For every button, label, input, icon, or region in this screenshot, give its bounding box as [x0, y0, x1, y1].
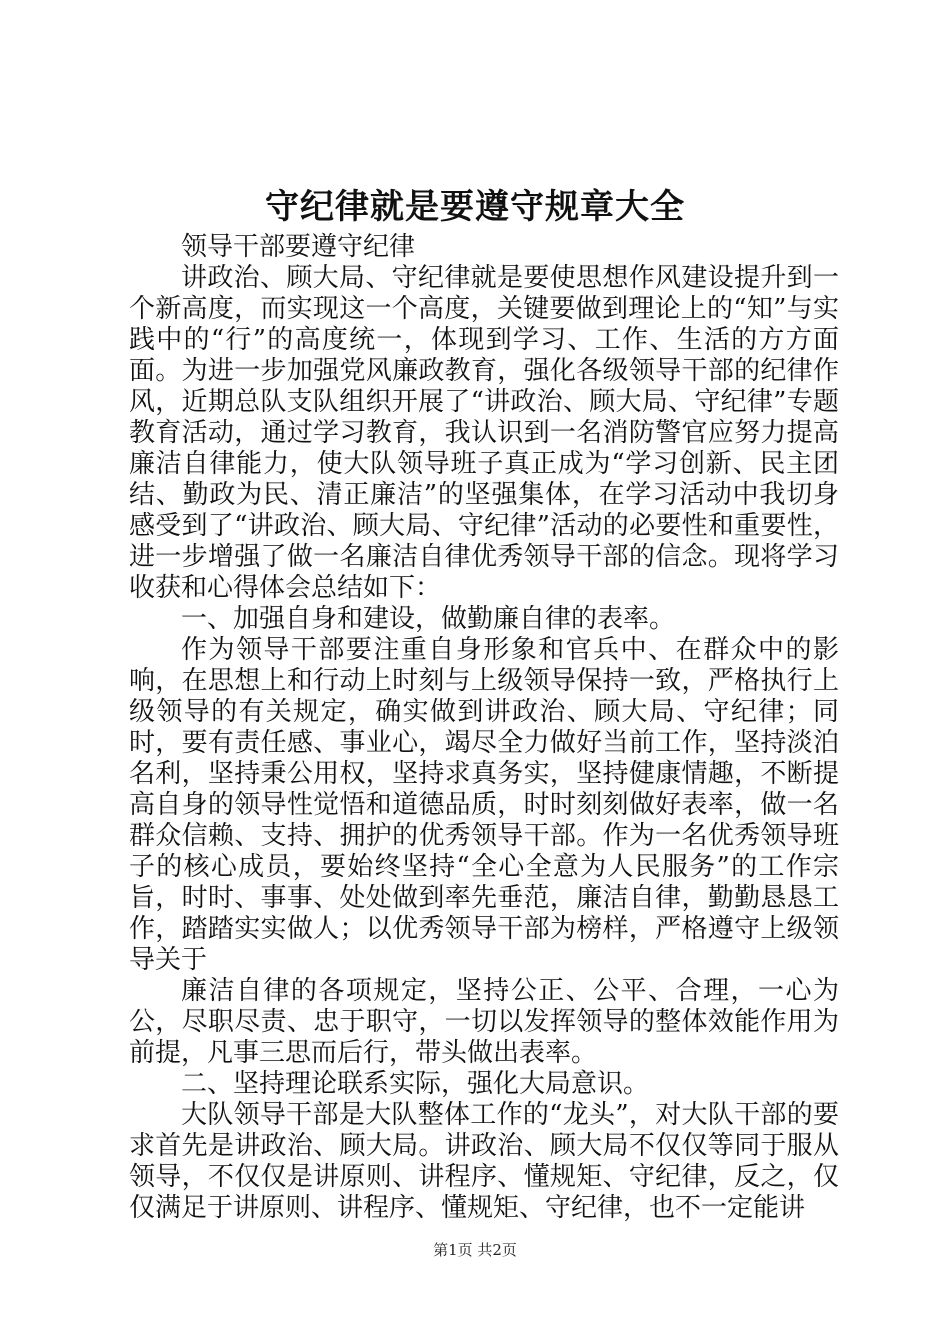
- paragraph: 廉洁自律的各项规定，坚持公正、公平、合理，一心为公，尽职尽责、忠于职守，一切以发挥领导的整体效能作用为前提，凡事三思而后行，带头做出表率。: [129, 976, 839, 1068]
- section-heading: 领导干部要遵守纪律: [181, 232, 416, 262]
- page-number-footer: 第1页 共2页: [433, 1241, 517, 1259]
- section-heading: 二、坚持理论联系实际，强化大局意识。: [181, 1069, 650, 1099]
- paragraph: 大队领导干部是大队整体工作的“龙头”，对大队干部的要求首先是讲政治、顾大局。讲政治、顾大局不仅仅等同于服从领导，不仅仅是讲原则、讲程序、懂规矩、守纪律，反之，仅仅满足于讲原则、讲程序、懂规矩、守纪律，也不一定能讲: [129, 1100, 839, 1223]
- paragraph: 作为领导干部要注重自身形象和官兵中、在群众中的影响，在思想上和行动上时刻与上级领导保持一致，严格执行上级领导的有关规定，确实做到讲政治、顾大局、守纪律；同时，要有责任感、事业心，竭尽全力做好当前工作，坚持淡泊名利，坚持秉公用权，坚持求真务实，坚持健康情趣，不断提高自身的领导性觉悟和道德品质，时时刻刻做好表率，做一名群众信赖、支持、拥护的优秀领导干部。作为一名优秀领导班子的核心成员，要始终坚持“全心全意为人民服务”的工作宗旨，时时、事事、处处做到率先垂范，廉洁自律，勤勤恳恳工作，踏踏实实做人；以优秀领导干部为榜样，严格遵守上级领导关于: [129, 635, 839, 975]
- document-title: 守纪律就是要遵守规章大全: [265, 187, 685, 227]
- paragraph: 讲政治、顾大局、守纪律就是要使思想作风建设提升到一个新高度，而实现这一个高度，关键要做到理论上的“知”与实践中的“行”的高度统一，体现到学习、工作、生活的方方面面。为进一步加强党风廉政教育，强化各级领导干部的纪律作风，近期总队支队组织开展了“讲政治、顾大局、守纪律”专题教育活动，通过学习教育，我认识到一名消防警官应努力提高廉洁自律能力，使大队领导班子真正成为“学习创新、民主团结、勤政为民、清正廉洁”的坚强集体，在学习活动中我切身感受到了“讲政治、顾大局、守纪律”活动的必要性和重要性，进一步增强了做一名廉洁自律优秀领导干部的信念。现将学习收获和心得体会总结如下：: [129, 263, 839, 603]
- document-body: [129, 232, 839, 1224]
- section-heading: 一、加强自身和建设，做勤廉自律的表率。: [181, 604, 676, 634]
